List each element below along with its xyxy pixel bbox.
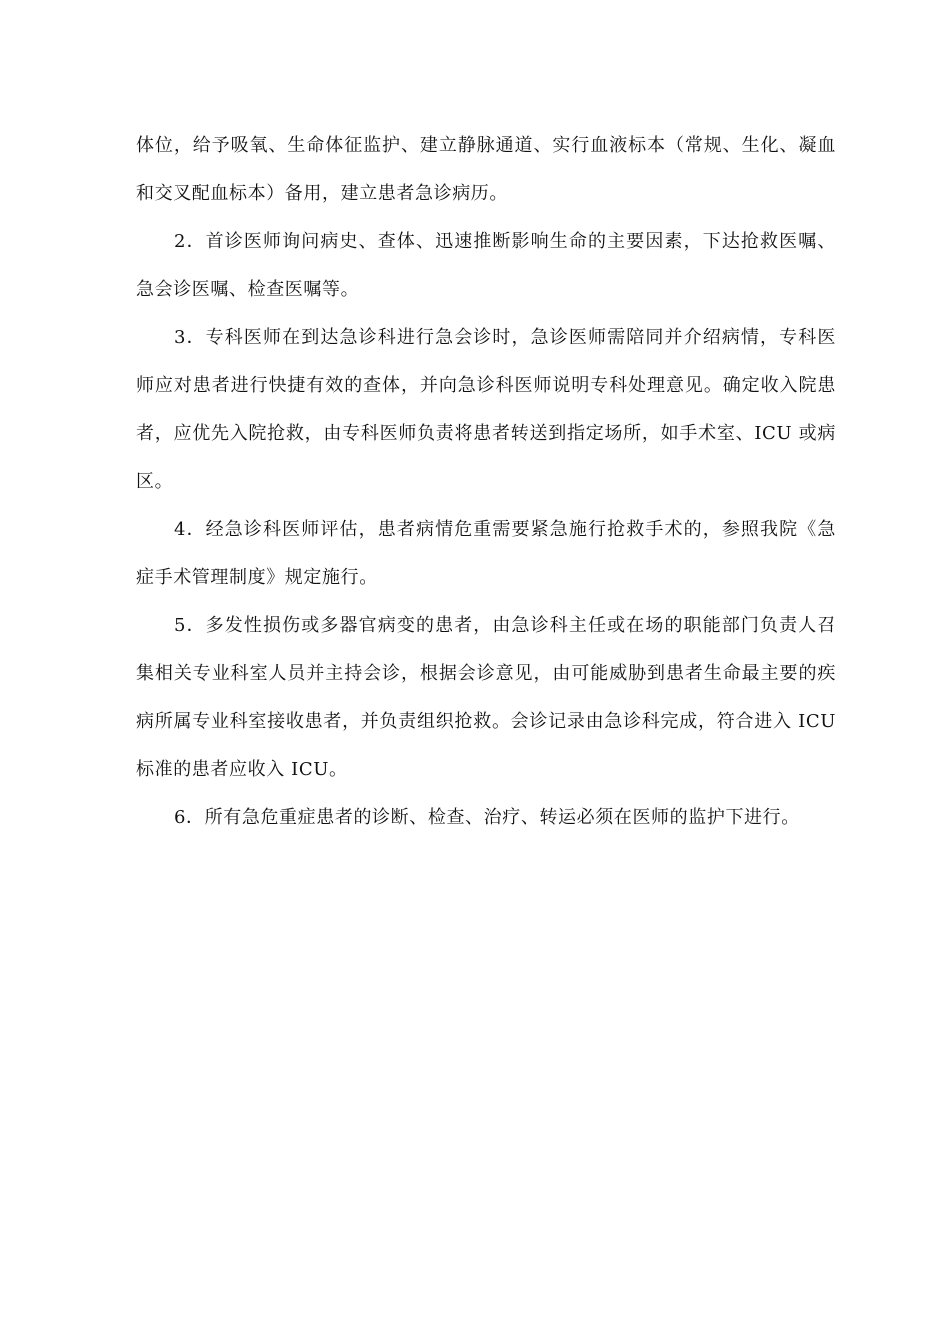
paragraph-item-2: 2．首诊医师询问病史、查体、迅速推断影响生命的主要因素，下达抢救医嘱、急会诊医嘱、检查医嘱等。 [136,231,836,300]
paragraph-continuation: 体位，给予吸氧、生命体征监护、建立静脉通道、实行血液标本（常规、生化、凝血和交叉配血标本）备用，建立患者急诊病历。 [136,135,836,204]
paragraph-item-3: 3．专科医师在到达急诊科进行急会诊时，急诊医师需陪同并介绍病情，专科医师应对患者进行快捷有效的查体，并向急诊科医师说明专科处理意见。确定收入院患者，应优先入院抢救，由专科医师负责将患者转送到指定场所，如手术室、ICU 或病区。 [136,327,836,492]
paragraph-item-4: 4．经急诊科医师评估，患者病情危重需要紧急施行抢救手术的，参照我院《急症手术管理制度》规定施行。 [136,519,836,588]
paragraph-item-5: 5．多发性损伤或多器官病变的患者，由急诊科主任或在场的职能部门负责人召集相关专业科室人员并主持会诊，根据会诊意见，由可能威胁到患者生命最主要的疾病所属专业科室接收患者，并负责组织抢救。会诊记录由急诊科完成，符合进入 ICU 标准的患者应收入 ICU。 [136,615,843,780]
paragraph-item-6: 6．所有急危重症患者的诊断、检查、治疗、转运必须在医师的监护下进行。 [174,807,800,828]
document-body [136,122,843,842]
